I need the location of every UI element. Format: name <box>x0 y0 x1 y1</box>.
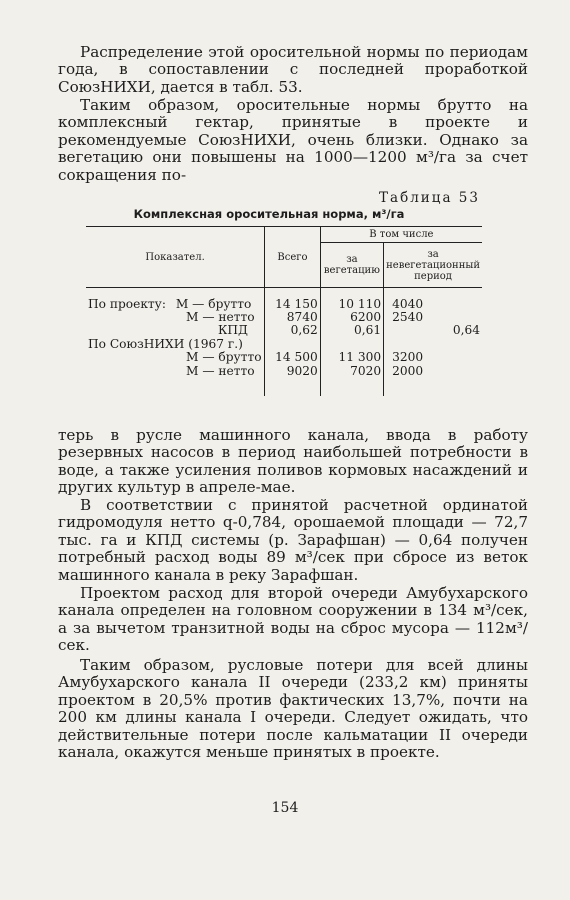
header-including: В том числе <box>320 227 482 243</box>
header-nonvegetation: за невегетационный период <box>384 243 482 288</box>
cell-total: 8740 <box>265 311 321 324</box>
cell-veg: 6200 <box>320 311 383 324</box>
cell-nonveg: 0,64 <box>384 324 482 337</box>
header-total: Всего <box>265 227 321 288</box>
header-vegetation: за вегетацию <box>320 243 383 288</box>
table-caption: Таблица 53 <box>379 190 480 206</box>
row-group: По СоюзНИХИ (1967 г.) <box>88 336 243 351</box>
cell-total: 14 150 <box>265 298 321 311</box>
table-row <box>86 338 482 351</box>
irrigation-norm-table <box>86 226 482 396</box>
cell-veg: 11 300 <box>320 351 383 364</box>
cell-total: 9020 <box>265 365 321 378</box>
header-indicator: Показател. <box>86 227 265 288</box>
table-title: Комплексная оросительная норма, м³/га <box>133 207 405 221</box>
cell-veg: 0,61 <box>320 324 383 337</box>
table-row <box>86 311 482 324</box>
table-row <box>86 298 482 311</box>
page-number: 154 <box>271 800 299 816</box>
paragraph-second-stage: Проектом расход для второй очереди Амубухарского канала определен на головном сооружении в 134 м³/сек, а за вычетом транзитной воды на сброс мусора — 112м³/сек. <box>58 584 528 655</box>
cell-veg: 10 110 <box>320 298 383 311</box>
row-group: По проекту: <box>88 296 166 311</box>
row-label: М — брутто <box>175 296 252 311</box>
paragraph-channel-losses: Таким образом, русловые потери для всей длины Амубухарского канала II очереди (233,2 км) приняты проектом в 20,5% против фактических 13,7%, почти на 200 км длины канала I очереди. Следует ожидать, что действительные потери после кальматации II очереди канала, окажутся меньше принятых в проекте. <box>58 656 528 762</box>
cell-nonveg: 3200 <box>384 351 482 364</box>
paragraph-norms-comparison: Таким образом, оросительные нормы брутто на комплексный гектар, принятые в проекте и рекомендуемые СоюзНИХИ, очень близки. Однако за вегетацию они повышены на 1000—1200 м³/га за счет сокращения по- <box>58 96 528 184</box>
table-row <box>86 365 482 378</box>
paragraph-distribution: Распределение этой оросительной нормы по периодам года, в сопоставлении с последней проработкой СоюзНИХИ, дается в табл. 53. <box>58 43 528 96</box>
table-row <box>86 324 482 337</box>
cell-nonveg: 2540 <box>384 311 482 324</box>
paragraph-hydromodule: В соответствии с принятой расчетной ординатой гидромодуля нетто q-0,784, орошаемой площади — 72,7 тыс. га и КПД системы (р. Зарафшан) — 0,64 получен потребный расход воды 89 м³/сек при сбросе из веток машинного канала в реку Зарафшан. <box>58 496 528 584</box>
cell-total: 14 500 <box>265 351 321 364</box>
paragraph-losses-continued: терь в русле машинного канала, ввода в работу резервных насосов в период наибольшей потребности в воде, а также усиления поливов кормовых насаждений и других культур в апреле-мае. <box>58 426 528 497</box>
table-row <box>86 351 482 364</box>
row-label: М — нетто <box>186 309 255 324</box>
row-label: М — брутто <box>186 350 262 365</box>
row-label: КПД <box>218 323 248 338</box>
cell-veg: 7020 <box>320 365 383 378</box>
row-label: М — нетто <box>186 363 255 378</box>
cell-total: 0,62 <box>265 324 321 337</box>
cell-nonveg: 4040 <box>384 298 482 311</box>
cell-nonveg: 2000 <box>384 365 482 378</box>
